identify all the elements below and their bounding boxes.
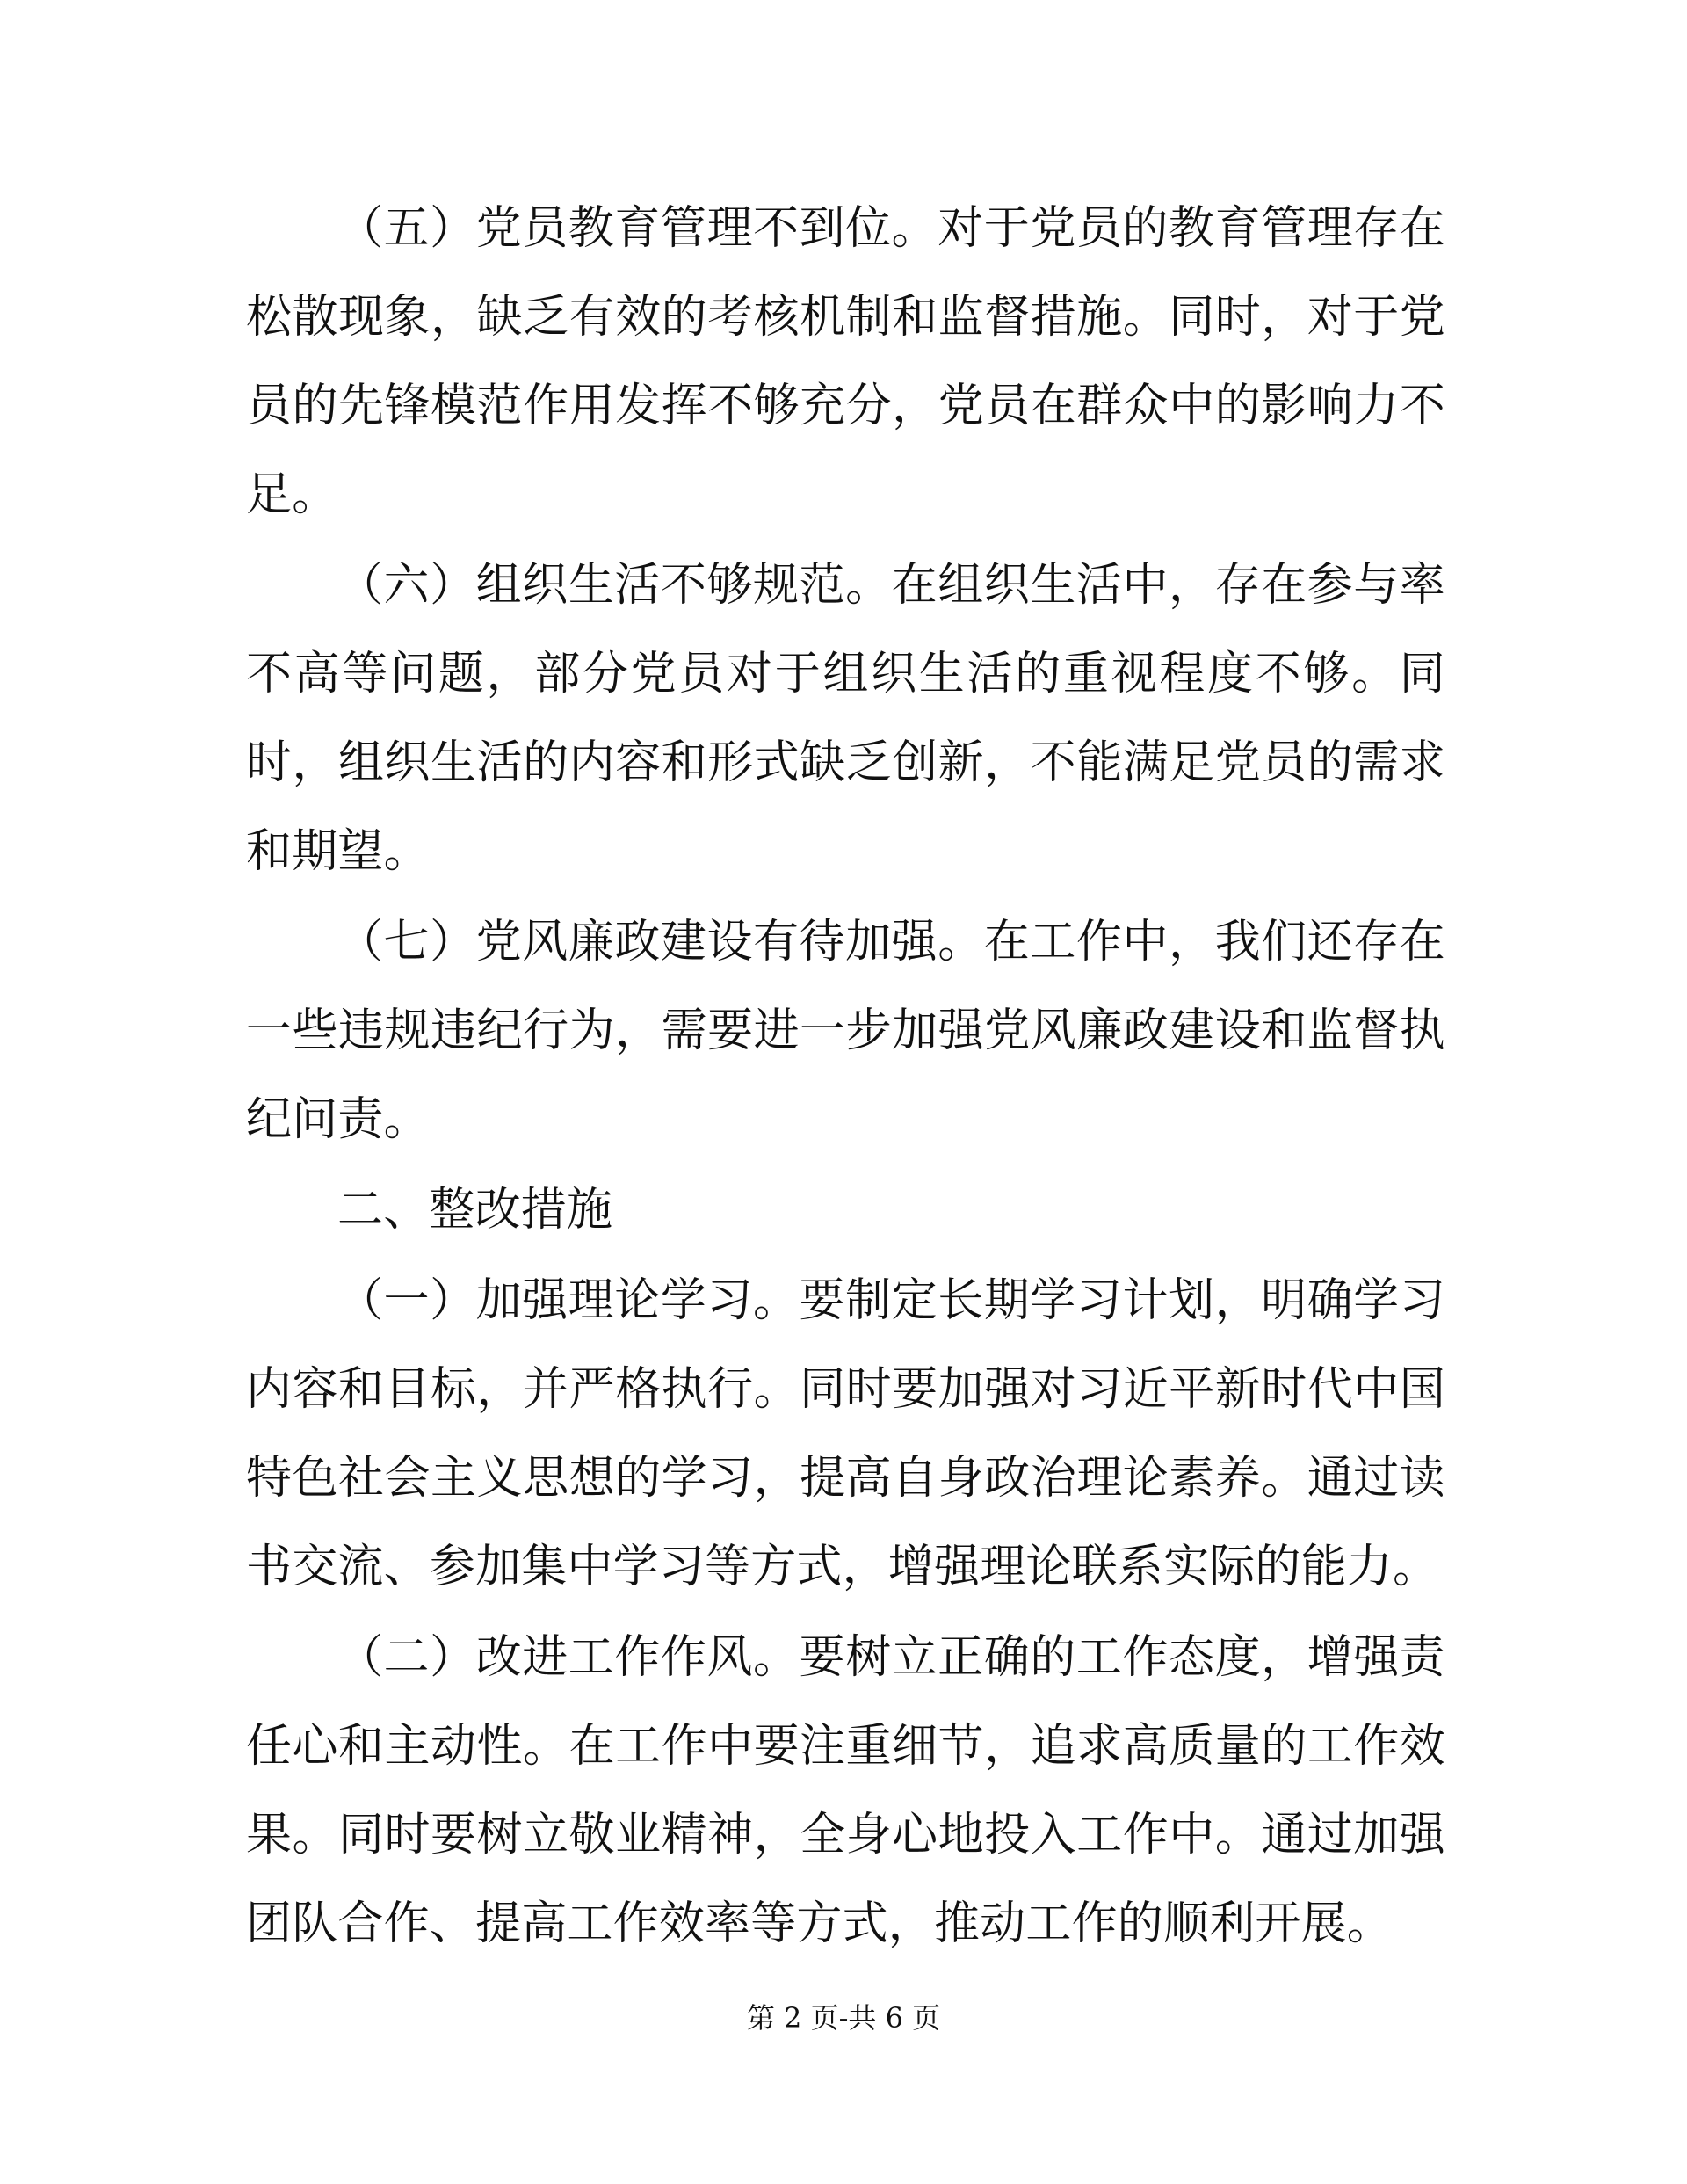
page-number-footer: 第 2 页-共 6 页: [746, 2001, 941, 2035]
paragraph-integrity-building: （七）党风廉政建设有待加强。在工作中，我们还存在一些违规违纪行为，需要进一步加强党风廉政建设和监督执纪问责。: [246, 916, 1445, 1146]
paragraph-work-style: （二）改进工作作风。要树立正确的工作态度，增强责任心和主动性。在工作中要注重细节，追求高质量的工作效果。同时要树立敬业精神，全身心地投入工作中。通过加强团队合作、提高工作效率等方式，推动工作的顺利开展。: [246, 1631, 1445, 1950]
paragraph-party-member-education: （五）党员教育管理不到位。对于党员的教育管理存在松散现象，缺乏有效的考核机制和监督措施。同时，对于党员的先锋模范作用发挥不够充分，党员在群众中的影响力不足。: [246, 202, 1445, 521]
paragraph-theory-study: （一）加强理论学习。要制定长期学习计划，明确学习内容和目标，并严格执行。同时要加强对习近平新时代中国特色社会主义思想的学习，提高自身政治理论素养。通过读书交流、参加集中学习等方式，增强理论联系实际的能力。: [246, 1274, 1445, 1593]
paragraph-organization-life: （六）组织生活不够规范。在组织生活中，存在参与率不高等问题，部分党员对于组织生活的重视程度不够。同时，组织生活的内容和形式缺乏创新，不能满足党员的需求和期望。: [246, 559, 1445, 878]
section-heading-rectification: 二、整改措施: [337, 1184, 613, 1237]
document-body: [246, 185, 1445, 1969]
